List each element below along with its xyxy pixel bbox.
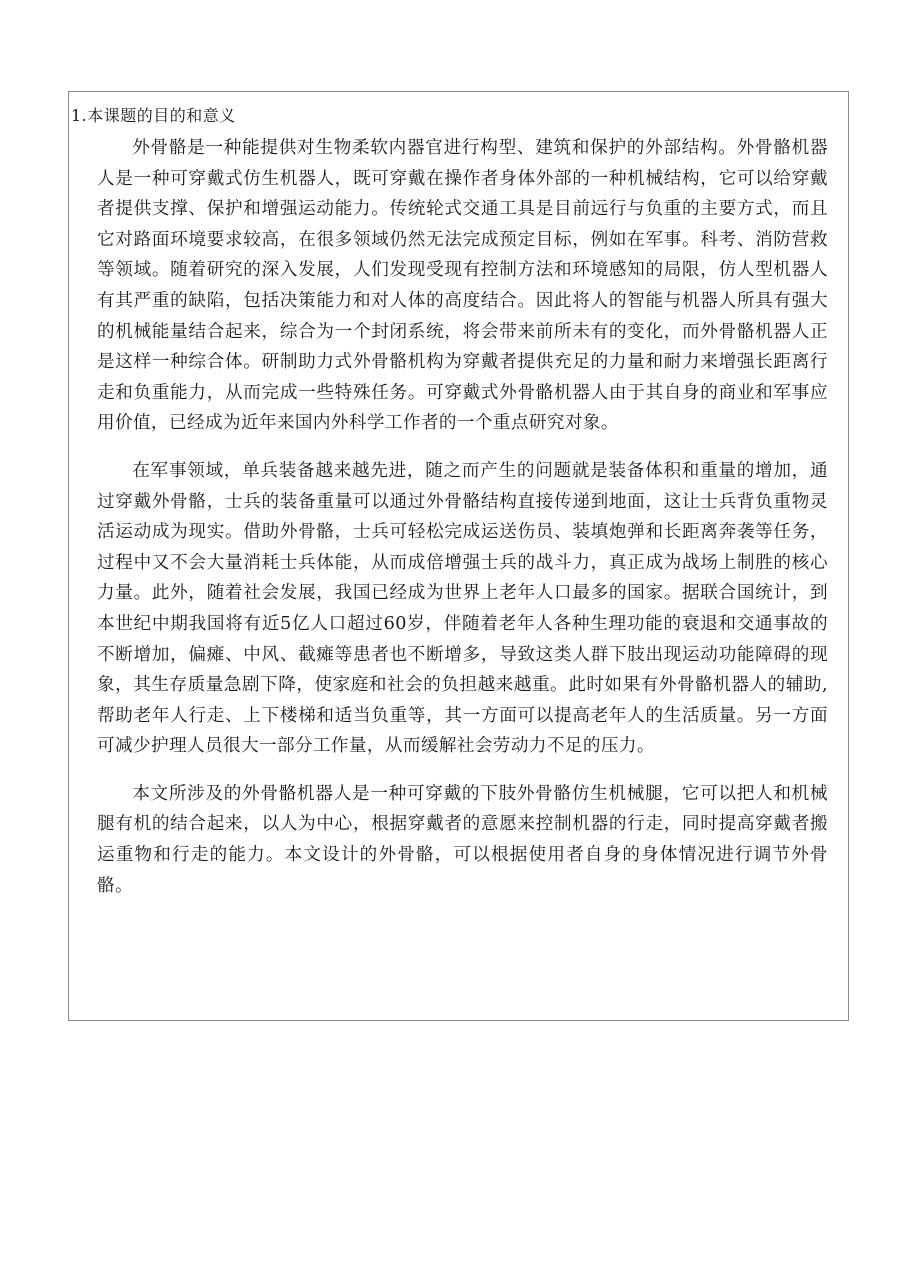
cell-content [71, 102, 828, 901]
section-heading: 1.本课题的目的和意义 [71, 106, 236, 125]
paragraph-3: 本文所涉及的外骨骼机器人是一种可穿戴的下肢外骨骼仿生机械腿，它可以把人和机械腿有机的结合起来，以人为中心，根据穿戴者的意愿来控制机器的行走，同时提高穿戴者搬运重物和行走的能力。本文设计的外骨骼，可以根据使用者自身的身体情况进行调节外骨骼。 [97, 783, 828, 896]
table-cell-frame [68, 91, 849, 1021]
paragraph-1: 外骨骼是一种能提供对生物柔软内器官进行构型、建筑和保护的外部结构。外骨骼机器人是一种可穿戴式仿生机器人，既可穿戴在操作者身体外部的一种机械结构，它可以给穿戴者提供支撑、保护和增强运动能力。传统轮式交通工具是目前远行与负重的主要方式，而且它对路面环境要求较高，在很多领域仍然无法完成预定目标，例如在军事。科考、消防营救等领域。随着研究的深入发展，人们发现受现有控制方法和环境感知的局限，仿人型机器人有其严重的缺陷，包括决策能力和对人体的高度结合。因此将人的智能与机器人所具有强大的机械能量结合起来，综合为一个封闭系统，将会带来前所未有的变化，而外骨骼机器人正是这样一种综合体。研制助力式外骨骼机构为穿戴者提供充足的力量和耐力来增强长距离行走和负重能力，从而完成一些特殊任务。可穿戴式外骨骼机器人由于其自身的商业和军事应用价值，已经成为近年来国内外科学工作者的一个重点研究对象。 [97, 138, 828, 434]
paragraph-2: 在军事领域，单兵装备越来越先进，随之而产生的问题就是装备体积和重量的增加，通过穿戴外骨骼，士兵的装备重量可以通过外骨骼结构直接传递到地面，这让士兵背负重物灵活运动成为现实。借助外骨骼，士兵可轻松完成运送伤员、装填炮弹和长距离奔袭等任务，过程中又不会大量消耗士兵体能，从而成倍增强士兵的战斗力，真正成为战场上制胜的核心力量。此外，随着社会发展，我国已经成为世界上老年人口最多的国家。据联合国统计，到本世纪中期我国将有近5亿人口超过60岁，伴随着老年人各种生理功能的衰退和交通事故的不断增加，偏瘫、中风、截瘫等患者也不断增多，导致这类人群下肢出现运动功能障碍的现象，其生存质量急剧下降，使家庭和社会的负担越来越重。此时如果有外骨骼机器人的辅助,帮助老年人行走、上下楼梯和适当负重等，其一方面可以提高老年人的生活质量。另一方面可减少护理人员很大一部分工作量，从而缓解社会劳动力不足的压力。 [97, 460, 828, 757]
